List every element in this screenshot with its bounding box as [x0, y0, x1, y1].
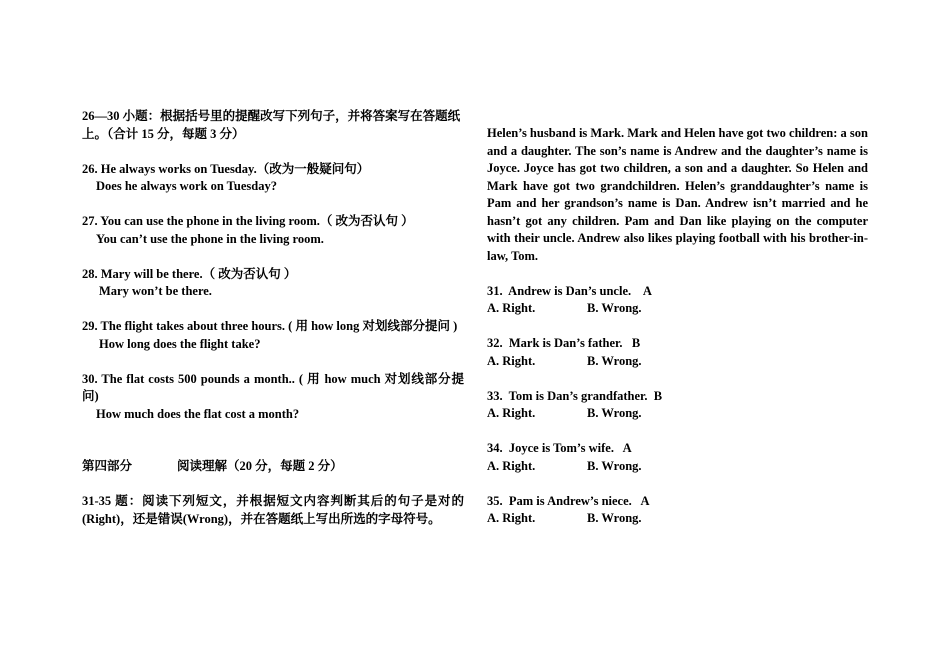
option-a: A. Right. [487, 301, 536, 315]
option-b: B. Wrong. [587, 353, 642, 368]
option-b: B. Wrong. [587, 301, 642, 315]
option-a: A. Right. [487, 458, 536, 473]
answer-28: Mary won’t be there. [99, 284, 212, 298]
reading-passage: Helen’s husband is Mark. Mark and Helen have got two children: a son and a daughter. The son’s name is Andrew and the daughter’s name is Joyce. Joyce has got two children, a son and a daughter. So Helen and Mark have got two grandchildren. Helen’s granddaughter’s name is Pam and her grandson’s name is Dan. Andrew isn’t married and he hasn’t got any children. Pam and Dan like playing on the computer with their uncle. Andrew also likes playing football with his brother-in-law, Tom. [487, 126, 868, 263]
question-33: 33. Tom is Dan’s grandfather. B [487, 388, 663, 403]
question-35: 35. Pam is Andrew’s niece. A [487, 493, 650, 508]
rewrite-instructions: 26—30 小题：根据括号里的提醒改写下列句子，并将答案写在答题纸上。（合计 15 分，每题 3 分） [82, 109, 461, 141]
question-26: 26. He always works on Tuesday.（改为一般疑问句） [82, 161, 370, 176]
option-a: A. Right. [487, 406, 536, 420]
options-34 [487, 458, 868, 476]
answer-29: How long does the flight take? [99, 336, 261, 351]
left-column [82, 108, 464, 528]
option-a: A. Right. [487, 353, 536, 368]
option-a: A. Right. [487, 511, 536, 525]
question-31: 31. Andrew is Dan’s uncle. A [487, 283, 652, 298]
question-29: 29. The flight takes about three hours. ( 用 how long 对划线部分提问 ) [82, 319, 458, 333]
answer-27: You can’t use the phone in the living room. [96, 231, 324, 246]
section-heading [82, 458, 464, 476]
section-label: 第四部分 [82, 459, 133, 473]
option-b: B. Wrong. [587, 458, 642, 473]
options-33 [487, 405, 868, 423]
right-column [487, 125, 868, 528]
answer-30: How much does the flat cost a month? [96, 406, 300, 421]
answer-26: Does he always work on Tuesday? [96, 179, 277, 193]
question-34: 34. Joyce is Tom’s wife. A [487, 441, 632, 455]
question-30: 30. The flat costs 500 pounds a month.. ( 用 how much 对划线部分提问) [82, 371, 464, 403]
options-31 [487, 300, 868, 318]
section-title: 阅读理解（20 分，每题 2 分） [177, 459, 343, 473]
options-35 [487, 510, 868, 528]
options-32 [487, 353, 868, 371]
question-28: 28. Mary will be there.（ 改为否认句 ） [82, 266, 297, 281]
reading-instructions: 31-35 题：阅读下列短文，并根据短文内容判断其后的句子是对的(Right)，还是错误(Wrong)，并在答题纸上写出所选的字母符号。 [82, 494, 464, 526]
option-b: B. Wrong. [587, 406, 642, 420]
option-b: B. Wrong. [587, 511, 642, 525]
question-32: 32. Mark is Dan’s father. B [487, 336, 641, 350]
question-27: 27. You can use the phone in the living room.（ 改为否认句 ） [82, 214, 414, 228]
